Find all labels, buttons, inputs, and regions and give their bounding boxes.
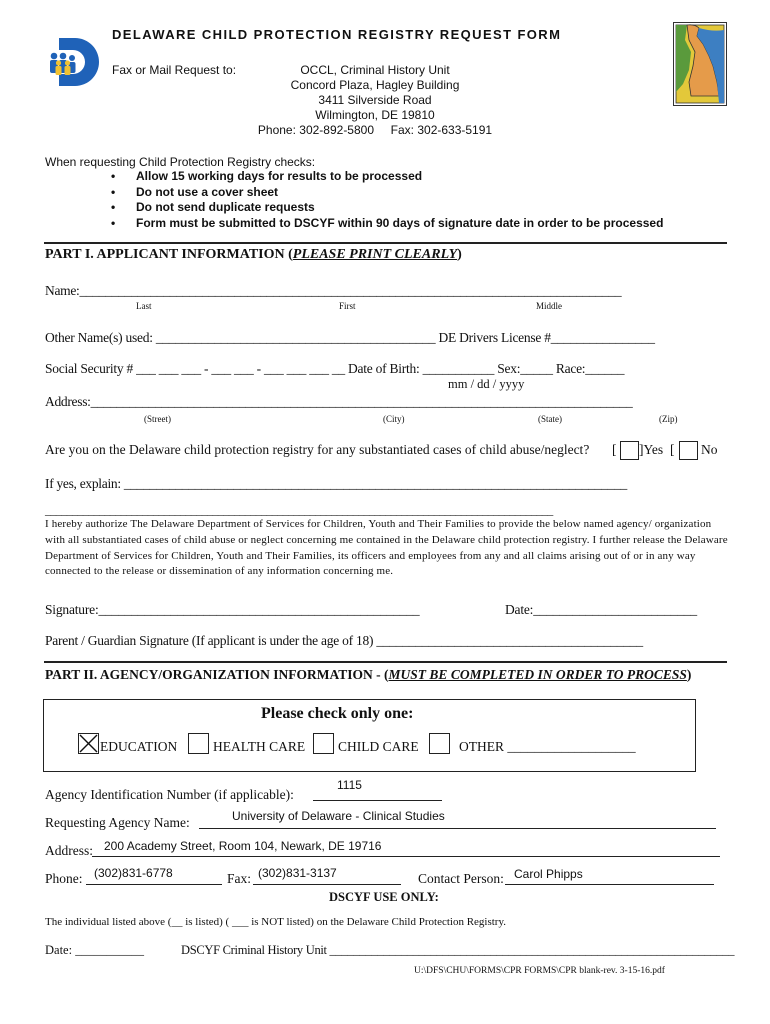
state-caption: (State): [538, 414, 562, 424]
middle-name-caption: Middle: [536, 301, 562, 311]
agency-address-line: [92, 856, 720, 857]
instruction-item: • Form must be submitted to DSCYF within 90 days of signature date in order to be processed: [110, 216, 663, 232]
address-line: OCCL, Criminal History Unit: [300, 63, 450, 77]
file-path-footer: U:\DFS\CHU\FORMS\CPR FORMS\CPR blank-rev. 3-15-16.pdf: [414, 966, 665, 976]
address-line: Phone: 302-892-5800 Fax: 302-633-5191: [257, 123, 493, 137]
dscyf-date-field: Date: ___________: [45, 943, 144, 957]
phone-label: Phone:: [45, 871, 83, 886]
child-care-checkbox[interactable]: [313, 733, 334, 754]
agency-address-label: Address:: [45, 843, 93, 858]
education-label: EDUCATION: [100, 739, 178, 754]
fax-label: Fax:: [227, 871, 252, 886]
dob-format-hint: mm / dd / yyyy: [448, 377, 525, 391]
section-divider: [44, 242, 727, 244]
health-care-label: HEALTH CARE: [213, 739, 306, 754]
no-bracket: [: [670, 442, 675, 457]
instruction-item: • Do not use a cover sheet: [110, 185, 663, 201]
yes-label: ]Yes: [639, 442, 664, 457]
fax-line: [253, 884, 401, 885]
agency-address-value[interactable]: 200 Academy Street, Room 104, Newark, DE 19716: [104, 839, 382, 853]
zip-caption: (Zip): [659, 414, 678, 424]
last-name-caption: Last: [136, 301, 152, 311]
guardian-signature-field[interactable]: Parent / Guardian Signature (If applicant is under the age of 18) _________________________________________: [45, 633, 643, 648]
instruction-item: • Allow 15 working days for results to be processed: [110, 169, 663, 185]
requesting-agency-value[interactable]: University of Delaware - Clinical Studies: [232, 809, 445, 823]
other-checkbox[interactable]: [429, 733, 450, 754]
address-line: 3411 Silverside Road: [318, 93, 432, 107]
instructions-list: [110, 169, 663, 231]
street-caption: (Street): [144, 414, 171, 424]
child-care-label: CHILD CARE: [338, 739, 419, 754]
agency-id-line: [313, 800, 442, 801]
explain-field-continued[interactable]: ______________________________________________________________________________________________: [45, 503, 553, 517]
requesting-agency-label: Requesting Agency Name:: [45, 815, 190, 830]
city-caption: (City): [383, 414, 405, 424]
contact-person-line: [505, 884, 714, 885]
other-names-field[interactable]: Other Name(s) used: ___________________________________________ DE Drivers License #________________: [45, 330, 655, 345]
address-line: Concord Plaza, Hagley Building: [290, 78, 460, 92]
name-field[interactable]: Name:____________________________________________________________________________________: [45, 283, 622, 298]
education-checkbox[interactable]: [78, 733, 99, 754]
yes-checkbox[interactable]: [620, 441, 639, 460]
explain-field[interactable]: If yes, explain: ______________________________________________________________________________: [45, 476, 627, 491]
contact-person-value[interactable]: Carol Phipps: [514, 867, 583, 881]
part1-heading: PART I. APPLICANT INFORMATION (PLEASE PRINT CLEARLY): [45, 247, 462, 262]
mailing-address: [230, 63, 520, 138]
part2-heading: PART II. AGENCY/ORGANIZATION INFORMATION - (MUST BE COMPLETED IN ORDER TO PROCESS): [45, 667, 692, 682]
form-title: DELAWARE CHILD PROTECTION REGISTRY REQUEST FORM: [112, 27, 562, 42]
no-label: No: [701, 442, 718, 457]
address-line: Wilmington, DE 19810: [315, 108, 435, 122]
dscyf-logo: [47, 36, 99, 88]
agency-id-label: Agency Identification Number (if applicable):: [45, 787, 294, 802]
signature-field[interactable]: Signature:_________________________________________________: [45, 602, 420, 617]
agency-id-value[interactable]: 1115: [337, 778, 362, 792]
ssn-dob-field[interactable]: Social Security # ___ ___ ___ - ___ ___ - ___ ___ ___ __ Date of Birth: ___________ Sex:_____ Race:______: [45, 361, 625, 376]
check-one-title: Please check only one:: [261, 705, 414, 722]
checkmark-x-icon: [79, 734, 98, 753]
first-name-caption: First: [339, 301, 356, 311]
other-label: OTHER ___________________: [459, 739, 636, 754]
intro-text: When requesting Child Protection Registry checks:: [45, 155, 316, 169]
criminal-history-unit-field: DSCYF Criminal History Unit ____________________________________________________________________: [181, 943, 735, 957]
authorization-text: I hereby authorize The Delaware Department of Services for Children, Youth and Their Families to provide the below named agency/ organization with all substantiated cases of child abuse or neglect concerning me contained in the Delaware child protection registry. I further release the Delaware Department of Services for Children, Youth and Their Families, its officers and employees from any and all claims arising out of or in any way connected to the release or dissemination of any information concerning me.: [45, 518, 728, 578]
date-field[interactable]: Date:_________________________: [505, 602, 697, 617]
registry-question: Are you on the Delaware child protection registry for any substantiated cases of child abuse/neglect?: [45, 442, 590, 457]
instruction-item: • Do not send duplicate requests: [110, 200, 663, 216]
section-divider: [44, 661, 727, 663]
fax-value[interactable]: (302)831-3137: [258, 866, 337, 880]
health-care-checkbox[interactable]: [188, 733, 209, 754]
delaware-map-logo: [673, 22, 727, 106]
no-checkbox[interactable]: [679, 441, 698, 460]
contact-person-label: Contact Person:: [418, 871, 504, 886]
fax-mail-label: Fax or Mail Request to:: [112, 63, 237, 77]
yes-bracket: [: [612, 442, 617, 457]
phone-line: [86, 884, 222, 885]
address-field[interactable]: Address:____________________________________________________________________________________: [45, 394, 633, 409]
dscyf-use-heading: DSCYF USE ONLY:: [329, 890, 439, 904]
phone-value[interactable]: (302)831-6778: [94, 866, 173, 880]
requesting-agency-line: [199, 828, 716, 829]
registry-status-line: The individual listed above (__ is listed) ( ___ is NOT listed) on the Delaware Child Protection Registry.: [45, 916, 507, 928]
